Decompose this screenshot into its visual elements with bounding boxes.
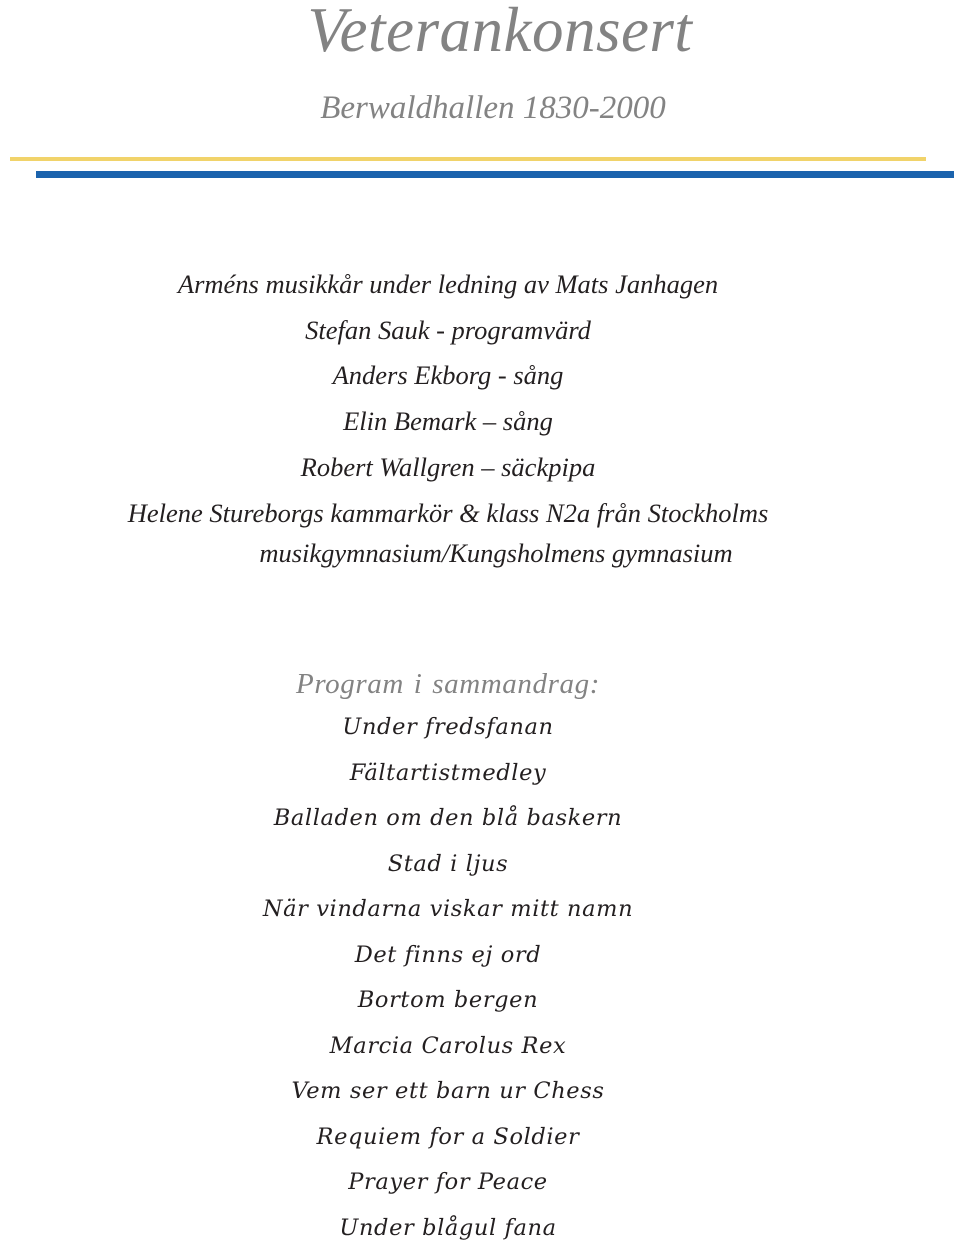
program-item: Det finns ej ord — [354, 941, 542, 968]
credit-line: Elin Bemark – sång — [343, 406, 553, 437]
performer-credits — [0, 262, 896, 570]
program-item: Stad i ljus — [387, 850, 509, 877]
program-item: När vindarna viskar mitt namn — [262, 896, 634, 922]
program-item: Fältartistmedley — [349, 759, 547, 786]
blue-divider — [36, 171, 954, 178]
program-item: Vem ser ett barn ur Chess — [291, 1078, 605, 1104]
credit-line: Stefan Sauk - programvärd — [305, 314, 591, 345]
program-item: Under blågul fana — [339, 1214, 557, 1241]
gold-divider — [10, 157, 926, 161]
program-item: Bortom bergen — [357, 987, 539, 1013]
credit-line: Arméns musikkår under ledning av Mats Janhagen — [177, 269, 719, 299]
credit-line: musikgymnasium/Kungsholmens gymnasium — [259, 538, 733, 569]
program-heading: Program i sammandrag: — [296, 668, 600, 700]
program-item: Prayer for Peace — [348, 1169, 548, 1195]
page-subtitle: Berwaldhallen 1830-2000 — [320, 90, 666, 126]
program-list — [0, 705, 896, 1251]
program-item: Balladen om den blå baskern — [273, 805, 623, 831]
program-item: Requiem for a Soldier — [316, 1123, 580, 1150]
credit-line: Anders Ekborg - sång — [332, 360, 564, 391]
page-title: Veterankonsert — [307, 0, 693, 65]
program-item: Marcia Carolus Rex — [329, 1032, 567, 1059]
program-item: Under fredsfanan — [342, 714, 554, 740]
credit-line: Helene Stureborgs kammarkör & klass N2a från Stockholms — [127, 497, 769, 528]
credit-line: Robert Wallgren – säckpipa — [300, 451, 596, 482]
program-section — [0, 663, 896, 1251]
